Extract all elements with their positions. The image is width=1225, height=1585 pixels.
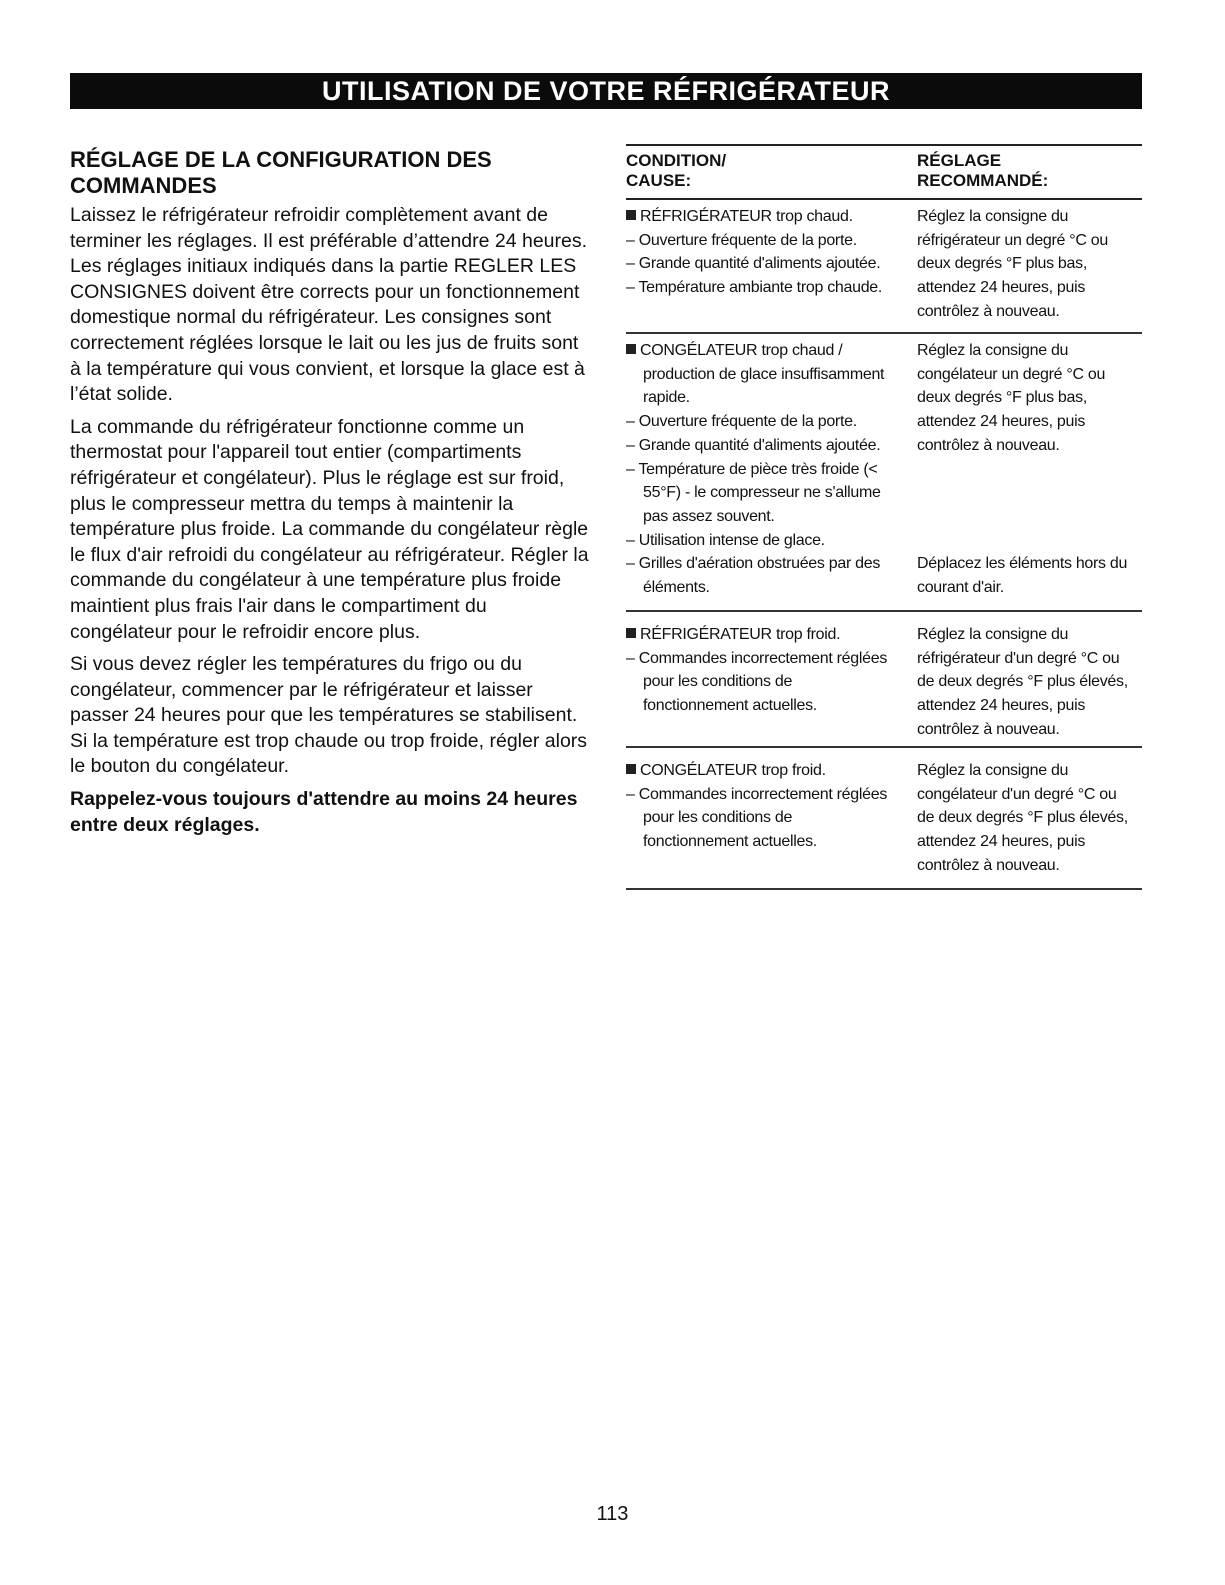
recommendation-line: contrôlez à nouveau. bbox=[917, 856, 1060, 874]
cause-item-continued: éléments. bbox=[643, 579, 710, 597]
condition-title: RÉFRIGÉRATEUR trop chaud. bbox=[626, 205, 914, 229]
recommendation-line: attendez 24 heures, puis bbox=[917, 833, 1086, 851]
cause-item: – Ouverture fréquente de la porte. bbox=[626, 231, 857, 249]
recommendation-line: Réglez la consigne du bbox=[917, 626, 1069, 643]
cause-item: – Grilles d'aération obstruées par des bbox=[626, 555, 881, 573]
square-bullet-icon bbox=[626, 764, 636, 774]
recommendation-line: attendez 24 heures, puis bbox=[917, 413, 1086, 431]
cause-item: – Température de pièce très froide (< bbox=[626, 460, 878, 478]
recommendation-line: de deux degrés °F plus élevés, bbox=[917, 809, 1128, 827]
recommendation-line: contrôlez à nouveau. bbox=[917, 436, 1060, 454]
cause-item: – Température ambiante trop chaude. bbox=[626, 279, 883, 297]
cause-item: – Commandes incorrectement réglées bbox=[626, 785, 888, 803]
recommendation-line: de deux degrés °F plus élevés, bbox=[917, 673, 1128, 691]
paragraph-1: Laissez le réfrigérateur refroidir complètement avant de terminer les réglages. Il est préférable d’attendre 24 heures. Les réglages initiaux indiqués dans la partie REGLER LES CONSIGNES doivent être corrects pour un fonctionnement domestique normal du réfrigérateur. Les consignes sont correctement réglées lorsque le lait ou les jus de fruits sont à la température qui vous convient, et lorsque la glace est à l’état solide. bbox=[70, 204, 588, 406]
recommendation-line: attendez 24 heures, puis bbox=[917, 697, 1086, 715]
page-banner: UTILISATION DE VOTRE RÉFRIGÉRATEUR bbox=[70, 73, 1142, 109]
row-recommendation bbox=[917, 759, 1142, 878]
cause-item-continued: pas assez souvent. bbox=[643, 507, 775, 525]
row-condition bbox=[626, 205, 914, 300]
row-condition bbox=[626, 759, 914, 854]
recommendation-line: attendez 24 heures, puis bbox=[917, 279, 1086, 297]
paragraph-3: Si vous devez régler les températures du frigo ou du congélateur, commencer par le réfrigérateur et laisser passer 24 heures pour que les températures se stabilisent. Si la température est trop chaude ou trop froide, régler alors le bouton du congélateur. bbox=[70, 653, 588, 778]
cause-item: – Grande quantité d'aliments ajoutée. bbox=[626, 255, 881, 273]
cause-item-continued: fonctionnement actuelles. bbox=[643, 697, 817, 715]
recommendation-line: Réglez la consigne du bbox=[917, 762, 1069, 779]
row-recommendation bbox=[917, 339, 1142, 600]
recommendation-line: Déplacez les éléments hors du bbox=[917, 555, 1128, 573]
table-header bbox=[626, 144, 1142, 200]
condition-title: RÉFRIGÉRATEUR trop froid. bbox=[626, 623, 914, 647]
cause-item-continued: fonctionnement actuelles. bbox=[643, 833, 817, 851]
reminder-note: Rappelez-vous toujours d'attendre au moins 24 heures entre deux réglages. bbox=[70, 788, 578, 836]
cause-item-continued: pour les conditions de bbox=[643, 809, 793, 827]
cause-item: – Commandes incorrectement réglées bbox=[626, 649, 888, 667]
condition-title: CONGÉLATEUR trop chaud / bbox=[626, 339, 914, 363]
header-recommended bbox=[917, 151, 1142, 191]
recommendation-line: courant d'air. bbox=[917, 579, 1004, 597]
header-recommande-line: RECOMMANDÉ: bbox=[917, 171, 1049, 190]
cause-item-continued: 55°F) - le compresseur ne s'allume bbox=[643, 484, 881, 502]
left-column bbox=[70, 147, 590, 845]
header-condition bbox=[626, 151, 916, 191]
recommendation-line: contrôlez à nouveau. bbox=[917, 720, 1060, 738]
table-row bbox=[626, 748, 1142, 890]
cause-item: – Utilisation intense de glace. bbox=[626, 531, 825, 549]
condition-continued: production de glace insuffisamment bbox=[643, 365, 885, 383]
section-title: RÉGLAGE DE LA CONFIGURATION DES COMMANDES bbox=[70, 147, 492, 198]
recommendation-line: Réglez la consigne du bbox=[917, 208, 1069, 225]
table-row bbox=[626, 200, 1142, 334]
recommendation-line: contrôlez à nouveau. bbox=[917, 302, 1060, 320]
cause-item: – Grande quantité d'aliments ajoutée. bbox=[626, 436, 881, 454]
paragraph-2: La commande du réfrigérateur fonctionne comme un thermostat pour l'appareil tout entier (compartiments réfrigérateur et congélateur). Plus le réglage est sur froid, plus le compresseur mettra du temps à maintenir la température plus froide. La commande du congélateur règle le flux d'air refroidi du congélateur au réfrigérateur. Régler la commande du congélateur à une température plus froide maintient plus frais l'air dans le compartiment du congélateur pour le refroidir encore plus. bbox=[70, 415, 589, 643]
row-recommendation bbox=[917, 205, 1142, 324]
recommendation-line: réfrigérateur d'un degré °C ou bbox=[917, 649, 1120, 667]
page-number: 113 bbox=[596, 1503, 629, 1525]
row-condition bbox=[626, 623, 914, 718]
condition-continued: rapide. bbox=[643, 389, 690, 407]
troubleshooting-table bbox=[626, 144, 1142, 890]
row-recommendation bbox=[917, 623, 1142, 742]
cause-item: – Ouverture fréquente de la porte. bbox=[626, 413, 857, 431]
recommendation-line: deux degrés °F plus bas, bbox=[917, 389, 1087, 407]
square-bullet-icon bbox=[626, 628, 636, 638]
table-row bbox=[626, 334, 1142, 612]
condition-title: CONGÉLATEUR trop froid. bbox=[626, 759, 914, 783]
recommendation-line: congélateur d'un degré °C ou bbox=[917, 785, 1117, 803]
header-reglage-line: RÉGLAGE bbox=[917, 151, 1002, 170]
recommendation-line: congélateur un degré °C ou bbox=[917, 365, 1106, 383]
cause-item-continued: pour les conditions de bbox=[643, 673, 793, 691]
recommendation-line: Réglez la consigne du bbox=[917, 342, 1069, 359]
recommendation-line: réfrigérateur un degré °C ou bbox=[917, 231, 1108, 249]
recommendation-line: deux degrés °F plus bas, bbox=[917, 255, 1087, 273]
square-bullet-icon bbox=[626, 210, 636, 220]
header-condition-line: CONDITION/ bbox=[626, 151, 727, 170]
table-row bbox=[626, 612, 1142, 748]
square-bullet-icon bbox=[626, 344, 636, 354]
row-condition bbox=[626, 339, 914, 600]
header-cause-line: CAUSE: bbox=[626, 171, 692, 190]
